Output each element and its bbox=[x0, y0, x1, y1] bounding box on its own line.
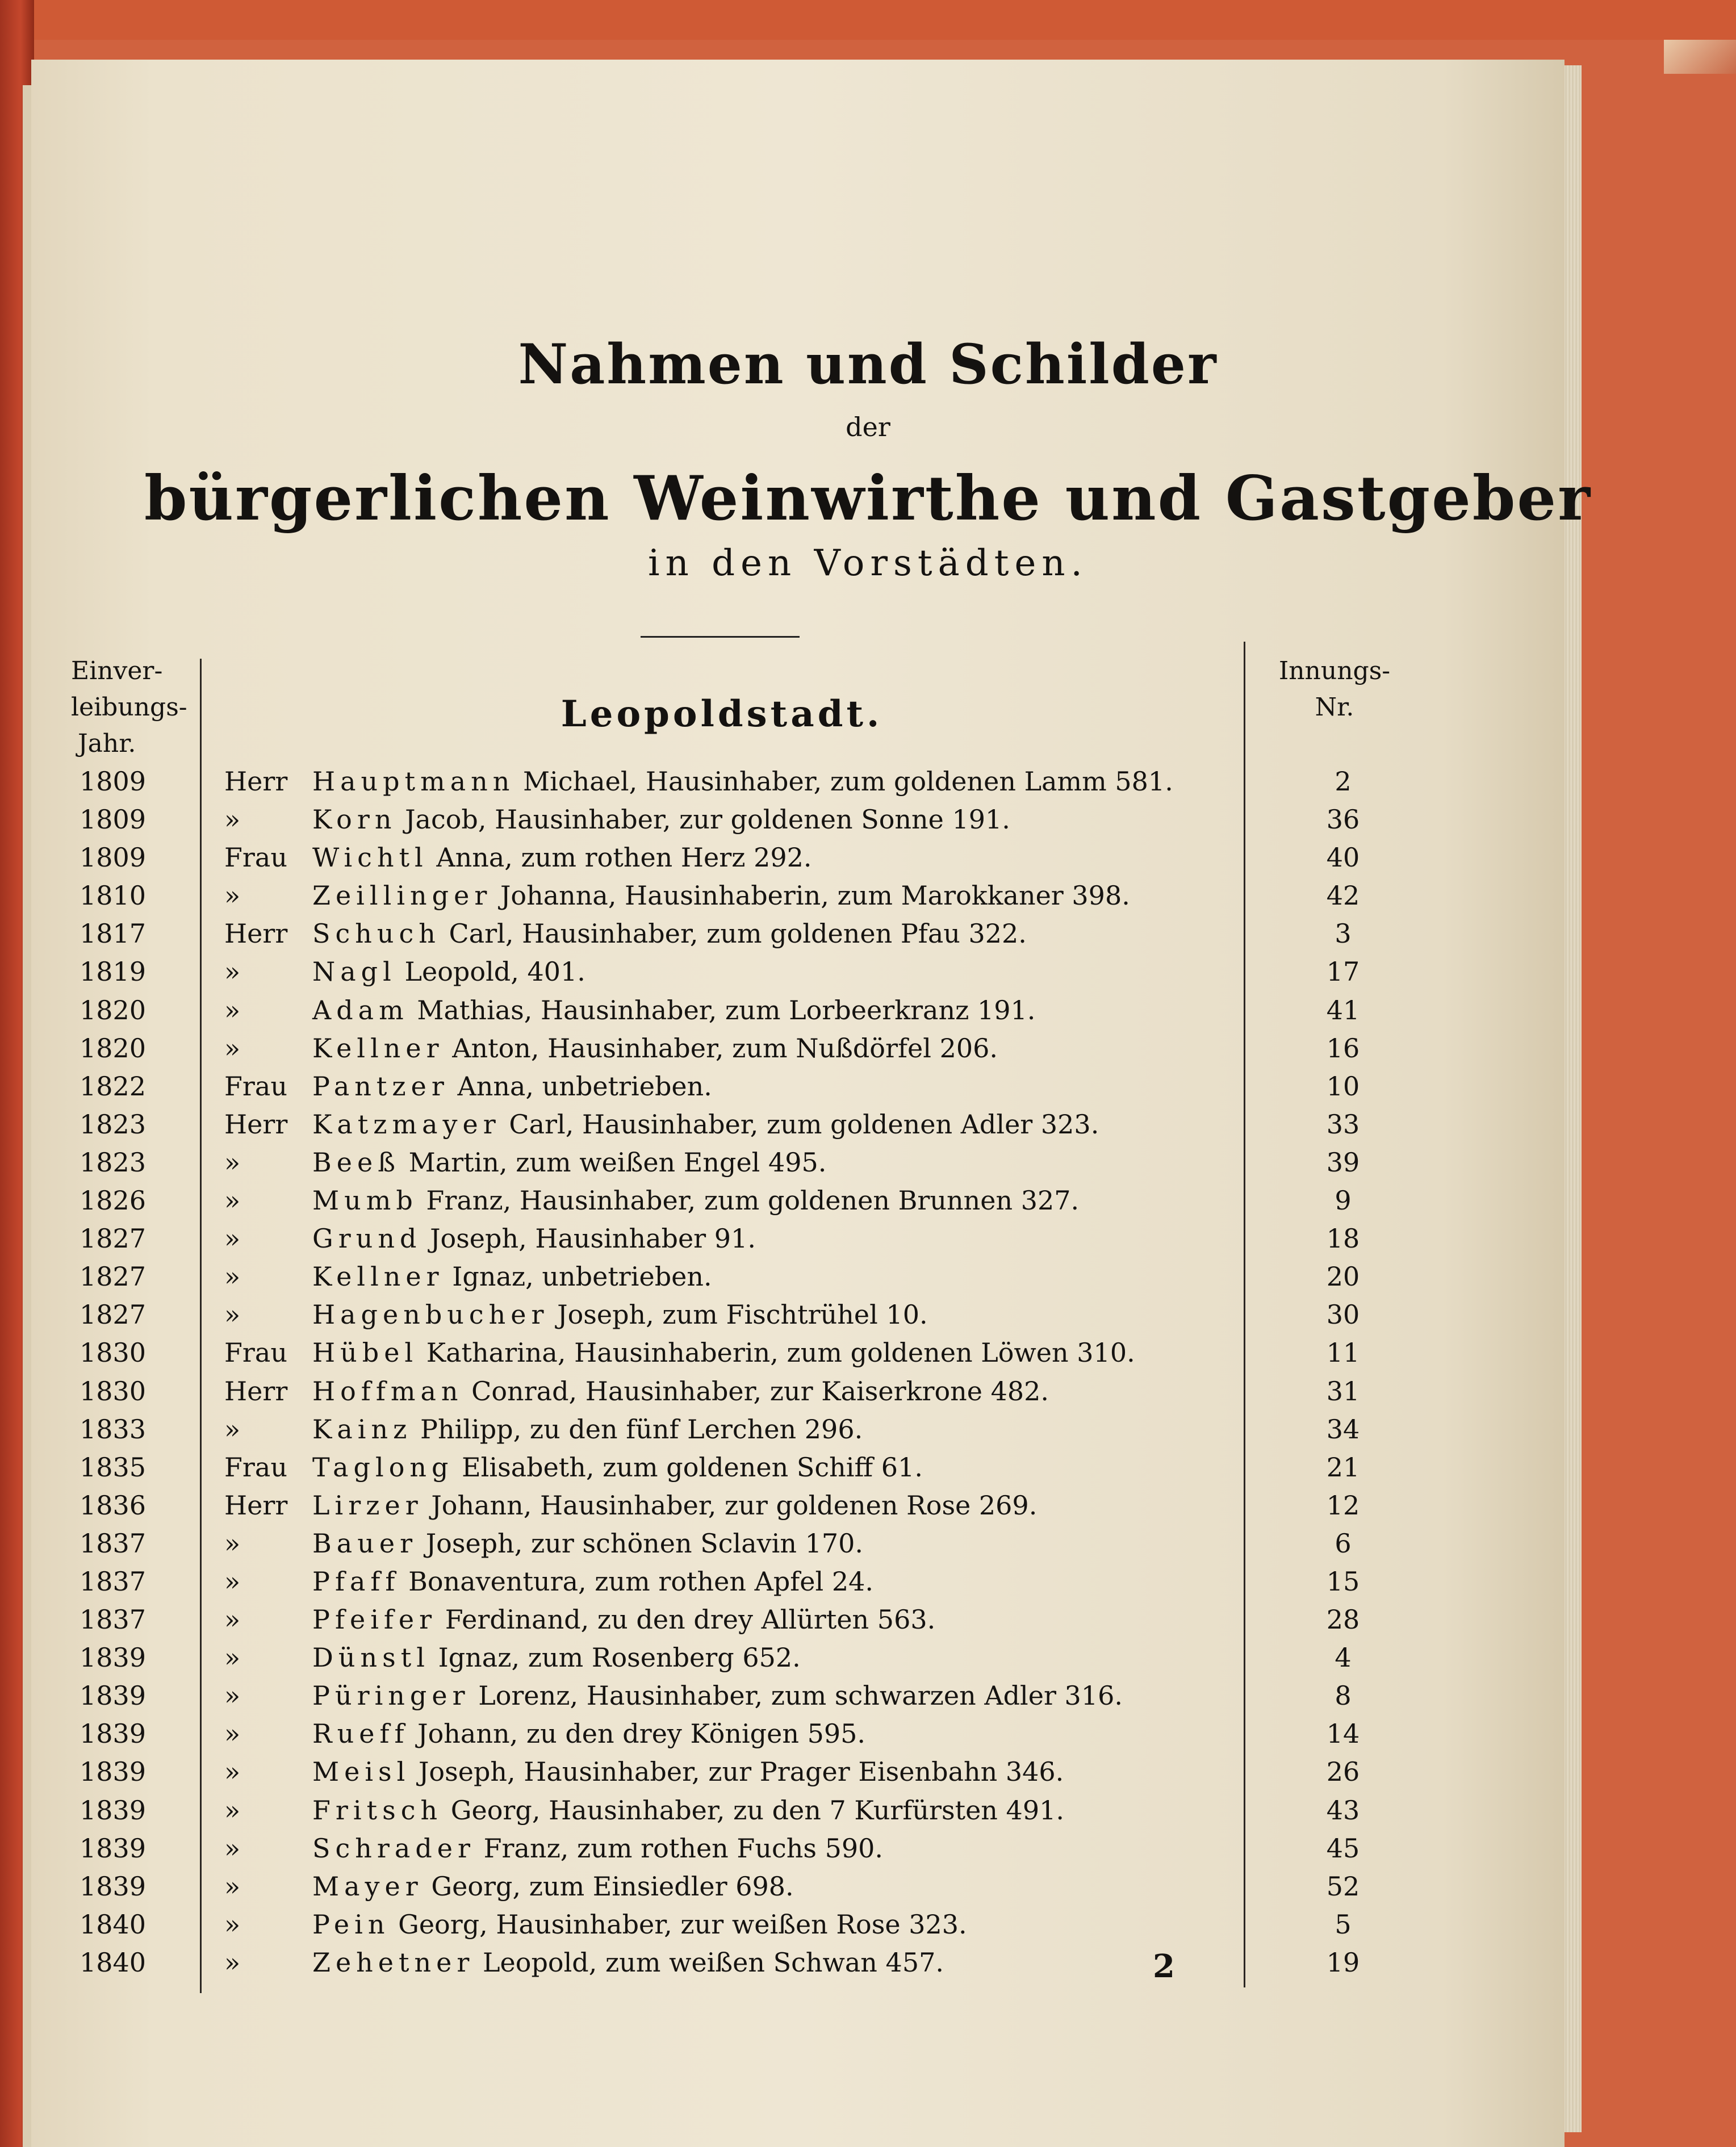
entry-guild-number: 10 bbox=[1326, 1070, 1360, 1102]
entry-text bbox=[312, 763, 1173, 801]
entry-details: Georg, Hausinhaber, zur weißen Rose 323. bbox=[398, 1909, 967, 1940]
guild-header-line: Innungs- bbox=[1278, 656, 1391, 685]
entry-title: » bbox=[224, 1870, 241, 1902]
entry-guild-number: 19 bbox=[1326, 1947, 1360, 1978]
entry-year: 1837 bbox=[80, 1527, 147, 1559]
entry-details: Conrad, Hausinhaber, zur Kaiserkrone 482. bbox=[471, 1375, 1049, 1407]
entry-surname: Wichtl bbox=[312, 842, 428, 873]
list-item bbox=[0, 1334, 1736, 1372]
entry-title: Frau bbox=[224, 1070, 287, 1102]
entry-details: Johann, zu den drey Königen 595. bbox=[417, 1718, 866, 1750]
page-number: 2 bbox=[1153, 1948, 1175, 1985]
entry-text bbox=[312, 1677, 1123, 1715]
entry-year: 1837 bbox=[80, 1604, 147, 1635]
list-item bbox=[0, 1677, 1736, 1715]
entry-year: 1830 bbox=[80, 1337, 147, 1368]
entry-text bbox=[312, 1182, 1079, 1220]
entry-year: 1817 bbox=[80, 918, 147, 949]
entry-surname: Adam bbox=[312, 994, 409, 1026]
entry-text bbox=[312, 1068, 712, 1106]
entry-details: Georg, Hausinhaber, zu den 7 Kurfürsten 491. bbox=[450, 1794, 1064, 1826]
entry-details: Jacob, Hausinhaber, zur goldenen Sonne 191. bbox=[405, 804, 1010, 835]
entry-text bbox=[312, 1296, 928, 1334]
entry-title: » bbox=[224, 1832, 241, 1864]
entry-guild-number: 9 bbox=[1335, 1185, 1352, 1216]
entry-surname: Pein bbox=[312, 1909, 390, 1940]
entry-details: Carl, Hausinhaber, zum goldenen Pfau 322. bbox=[449, 918, 1027, 949]
list-item bbox=[0, 1106, 1736, 1144]
entry-surname: Kellner bbox=[312, 1261, 444, 1292]
entry-details: Katharina, Hausinhaberin, zum goldenen Löwen 310. bbox=[426, 1337, 1135, 1368]
entry-title: » bbox=[224, 1756, 241, 1788]
entry-year: 1827 bbox=[80, 1223, 147, 1254]
entry-surname: Schuch bbox=[312, 918, 441, 949]
list-item bbox=[0, 991, 1736, 1029]
entry-text bbox=[312, 991, 1035, 1029]
entry-surname: Mayer bbox=[312, 1870, 423, 1902]
entry-title: » bbox=[224, 1909, 241, 1940]
entry-surname: Katzmayer bbox=[312, 1108, 501, 1140]
entry-details: Leopold, zum weißen Schwan 457. bbox=[482, 1947, 944, 1978]
entry-year: 1839 bbox=[80, 1756, 147, 1788]
entry-details: Carl, Hausinhaber, zum goldenen Adler 323. bbox=[509, 1108, 1099, 1140]
list-item bbox=[0, 1182, 1736, 1220]
entry-guild-number: 15 bbox=[1326, 1566, 1360, 1597]
entry-title: » bbox=[224, 1032, 241, 1064]
entry-year: 1823 bbox=[80, 1108, 147, 1140]
entry-year: 1839 bbox=[80, 1870, 147, 1902]
section-title: Leopoldstadt. bbox=[560, 693, 883, 735]
entry-title: » bbox=[224, 956, 241, 987]
entry-text bbox=[312, 1601, 935, 1639]
entry-surname: Dünstl bbox=[312, 1642, 430, 1673]
entry-text bbox=[312, 1220, 756, 1258]
entry-surname: Hoffman bbox=[312, 1375, 463, 1407]
entry-guild-number: 31 bbox=[1326, 1375, 1360, 1407]
entry-title: » bbox=[224, 1146, 241, 1178]
list-item bbox=[0, 1563, 1736, 1601]
entry-title: Herr bbox=[224, 1375, 288, 1407]
entry-surname: Bauer bbox=[312, 1527, 418, 1559]
entry-year: 1820 bbox=[80, 1032, 147, 1064]
entry-year: 1830 bbox=[80, 1375, 147, 1407]
cover-corner bbox=[1664, 40, 1736, 74]
entry-year: 1822 bbox=[80, 1070, 147, 1102]
title-line-4: in den Vorstädten. bbox=[648, 542, 1088, 584]
list-item bbox=[0, 1639, 1736, 1677]
entry-guild-number: 11 bbox=[1326, 1337, 1360, 1368]
entry-title: » bbox=[224, 880, 241, 911]
list-item bbox=[0, 1944, 1736, 1982]
entry-surname: Rueff bbox=[312, 1718, 409, 1750]
list-item bbox=[0, 801, 1736, 839]
entry-text bbox=[312, 1792, 1064, 1830]
entry-text bbox=[312, 1830, 883, 1868]
entry-title: Herr bbox=[224, 1108, 288, 1140]
entry-year: 1820 bbox=[80, 994, 147, 1026]
entry-guild-number: 6 bbox=[1335, 1527, 1352, 1559]
list-item bbox=[0, 1487, 1736, 1525]
entry-guild-number: 43 bbox=[1326, 1794, 1360, 1826]
entry-text bbox=[312, 1258, 712, 1296]
entry-surname: Schrader bbox=[312, 1832, 475, 1864]
entry-guild-number: 34 bbox=[1326, 1413, 1360, 1445]
list-item bbox=[0, 1601, 1736, 1639]
entry-details: Leopold, 401. bbox=[404, 956, 585, 987]
entry-text bbox=[312, 801, 1010, 839]
list-item bbox=[0, 1449, 1736, 1487]
entry-year: 1833 bbox=[80, 1413, 147, 1445]
list-item bbox=[0, 763, 1736, 801]
entry-year: 1839 bbox=[80, 1794, 147, 1826]
guild-number-column-header bbox=[1266, 653, 1403, 726]
entry-title: » bbox=[224, 1413, 241, 1445]
entry-details: Martin, zum weißen Engel 495. bbox=[408, 1146, 827, 1178]
entry-guild-number: 14 bbox=[1326, 1718, 1360, 1750]
entry-title: » bbox=[224, 1261, 241, 1292]
entry-details: Ferdinand, zu den drey Allürten 563. bbox=[445, 1604, 936, 1635]
entry-year: 1819 bbox=[80, 956, 147, 987]
entry-surname: Hagenbucher bbox=[312, 1299, 549, 1330]
title-line-3: bürgerlichen Weinwirthe und Gastgeber bbox=[144, 463, 1592, 534]
entry-guild-number: 3 bbox=[1335, 918, 1352, 949]
entry-surname: Hauptmann bbox=[312, 766, 515, 797]
entry-surname: Korn bbox=[312, 804, 397, 835]
entry-guild-number: 4 bbox=[1335, 1642, 1352, 1673]
entry-year: 1840 bbox=[80, 1947, 147, 1978]
entry-text bbox=[312, 953, 585, 991]
entry-surname: Fritsch bbox=[312, 1794, 443, 1826]
list-item bbox=[0, 1220, 1736, 1258]
list-item bbox=[0, 953, 1736, 991]
entry-year: 1827 bbox=[80, 1299, 147, 1330]
entry-details: Elisabeth, zum goldenen Schiff 61. bbox=[462, 1451, 923, 1483]
entry-title: Frau bbox=[224, 1451, 287, 1483]
entry-year: 1839 bbox=[80, 1642, 147, 1673]
entry-title: » bbox=[224, 1642, 241, 1673]
entry-guild-number: 2 bbox=[1335, 766, 1352, 797]
entry-guild-number: 12 bbox=[1326, 1489, 1360, 1521]
entry-title: Frau bbox=[224, 842, 287, 873]
entry-year: 1827 bbox=[80, 1261, 147, 1292]
entry-surname: Kainz bbox=[312, 1413, 412, 1445]
entry-year: 1835 bbox=[80, 1451, 147, 1483]
entry-text bbox=[312, 1639, 801, 1677]
entry-guild-number: 18 bbox=[1326, 1223, 1360, 1254]
entry-details: Ignaz, unbetrieben. bbox=[452, 1261, 712, 1292]
year-header-line: Jahr. bbox=[78, 729, 136, 758]
entry-title: Herr bbox=[224, 766, 288, 797]
entry-details: Anna, zum rothen Herz 292. bbox=[436, 842, 812, 873]
list-item bbox=[0, 1753, 1736, 1791]
entry-surname: Lirzer bbox=[312, 1489, 423, 1521]
title-rule bbox=[641, 636, 800, 638]
entry-surname: Pfaff bbox=[312, 1566, 400, 1597]
entry-text bbox=[312, 1449, 923, 1487]
entry-guild-number: 16 bbox=[1326, 1032, 1360, 1064]
register-list bbox=[0, 763, 1736, 1982]
entry-surname: Pantzer bbox=[312, 1070, 449, 1102]
list-item bbox=[0, 1830, 1736, 1868]
list-item bbox=[0, 1792, 1736, 1830]
entry-details: Anna, unbetrieben. bbox=[457, 1070, 712, 1102]
entry-title: » bbox=[224, 1794, 241, 1826]
entry-guild-number: 45 bbox=[1326, 1832, 1360, 1864]
entry-details: Johanna, Hausinhaberin, zum Marokkaner 398. bbox=[500, 880, 1130, 911]
list-item bbox=[0, 1525, 1736, 1563]
entry-text bbox=[312, 1144, 826, 1182]
guild-header-line: Nr. bbox=[1315, 693, 1354, 722]
entry-title: » bbox=[224, 1566, 241, 1597]
list-item bbox=[0, 1068, 1736, 1106]
entry-title: » bbox=[224, 1185, 241, 1216]
entry-text bbox=[312, 1753, 1064, 1791]
entry-guild-number: 30 bbox=[1326, 1299, 1360, 1330]
entry-text bbox=[312, 1029, 998, 1068]
entry-title: » bbox=[224, 1299, 241, 1330]
entry-text bbox=[312, 877, 1130, 915]
entry-year: 1809 bbox=[80, 804, 147, 835]
entry-surname: Zehetner bbox=[312, 1947, 475, 1978]
entry-surname: Taglong bbox=[312, 1451, 454, 1483]
entry-text bbox=[312, 1525, 863, 1563]
entry-text bbox=[312, 1563, 873, 1601]
entry-title: » bbox=[224, 1947, 241, 1978]
entry-details: Lorenz, Hausinhaber, zum schwarzen Adler 316. bbox=[478, 1680, 1123, 1711]
entry-surname: Meisl bbox=[312, 1756, 411, 1788]
entry-details: Johann, Hausinhaber, zur goldenen Rose 269. bbox=[431, 1489, 1038, 1521]
entry-text bbox=[312, 1411, 863, 1449]
entry-text bbox=[312, 839, 812, 877]
entry-guild-number: 36 bbox=[1326, 804, 1360, 835]
entry-text bbox=[312, 1106, 1099, 1144]
entry-surname: Püringer bbox=[312, 1680, 470, 1711]
entry-details: Ignaz, zum Rosenberg 652. bbox=[438, 1642, 801, 1673]
list-item bbox=[0, 1715, 1736, 1753]
list-item bbox=[0, 1868, 1736, 1906]
entry-guild-number: 42 bbox=[1326, 880, 1360, 911]
entry-details: Mathias, Hausinhaber, zum Lorbeerkranz 191. bbox=[417, 994, 1036, 1026]
entry-details: Joseph, zum Fischtrühel 10. bbox=[557, 1299, 928, 1330]
entry-title: » bbox=[224, 1680, 241, 1711]
year-header-line: leibungs- bbox=[71, 693, 187, 722]
entry-guild-number: 39 bbox=[1326, 1146, 1360, 1178]
list-item bbox=[0, 915, 1736, 953]
list-item bbox=[0, 1372, 1736, 1411]
entry-year: 1839 bbox=[80, 1718, 147, 1750]
list-item bbox=[0, 1411, 1736, 1449]
list-item bbox=[0, 1144, 1736, 1182]
title-line-1: Nahmen und Schilder bbox=[518, 332, 1218, 396]
list-item bbox=[0, 877, 1736, 915]
title-line-2: der bbox=[846, 412, 890, 442]
entry-surname: Zeillinger bbox=[312, 880, 492, 911]
entry-guild-number: 28 bbox=[1326, 1604, 1360, 1635]
entry-guild-number: 17 bbox=[1326, 956, 1360, 987]
entry-year: 1810 bbox=[80, 880, 147, 911]
entry-details: Georg, zum Einsiedler 698. bbox=[431, 1870, 794, 1902]
entry-guild-number: 26 bbox=[1326, 1756, 1360, 1788]
entry-year: 1839 bbox=[80, 1832, 147, 1864]
entry-details: Franz, Hausinhaber, zum goldenen Brunnen 327. bbox=[426, 1185, 1080, 1216]
entry-details: Bonaventura, zum rothen Apfel 24. bbox=[408, 1566, 874, 1597]
entry-details: Joseph, zur schönen Sclavin 170. bbox=[425, 1527, 864, 1559]
entry-year: 1839 bbox=[80, 1680, 147, 1711]
entry-title: Frau bbox=[224, 1337, 287, 1368]
list-item bbox=[0, 1258, 1736, 1296]
list-item bbox=[0, 1029, 1736, 1068]
entry-text bbox=[312, 1334, 1135, 1372]
entry-year: 1837 bbox=[80, 1566, 147, 1597]
entry-title: » bbox=[224, 1604, 241, 1635]
entry-text bbox=[312, 915, 1027, 953]
list-item bbox=[0, 1906, 1736, 1944]
entry-title: » bbox=[224, 1718, 241, 1750]
entry-year: 1836 bbox=[80, 1489, 147, 1521]
entry-year: 1840 bbox=[80, 1909, 147, 1940]
entry-details: Franz, zum rothen Fuchs 590. bbox=[483, 1832, 883, 1864]
entry-text bbox=[312, 1868, 794, 1906]
list-item bbox=[0, 839, 1736, 877]
entry-surname: Hübel bbox=[312, 1337, 419, 1368]
list-item bbox=[0, 1296, 1736, 1334]
entry-guild-number: 33 bbox=[1326, 1108, 1360, 1140]
entry-details: Philipp, zu den fünf Lerchen 296. bbox=[420, 1413, 863, 1445]
entry-year: 1826 bbox=[80, 1185, 147, 1216]
entry-surname: Kellner bbox=[312, 1032, 444, 1064]
entry-text bbox=[312, 1944, 944, 1982]
entry-guild-number: 40 bbox=[1326, 842, 1360, 873]
entry-surname: Nagl bbox=[312, 956, 396, 987]
entry-surname: Beeß bbox=[312, 1146, 400, 1178]
entry-guild-number: 21 bbox=[1326, 1451, 1360, 1483]
entry-surname: Pfeifer bbox=[312, 1604, 437, 1635]
entry-guild-number: 20 bbox=[1326, 1261, 1360, 1292]
entry-text bbox=[312, 1715, 865, 1753]
entry-title: » bbox=[224, 804, 241, 835]
entry-title: Herr bbox=[224, 1489, 288, 1521]
entry-details: Michael, Hausinhaber, zum goldenen Lamm 581. bbox=[523, 766, 1173, 797]
entry-guild-number: 52 bbox=[1326, 1870, 1360, 1902]
entry-guild-number: 41 bbox=[1326, 994, 1360, 1026]
entry-title: » bbox=[224, 1223, 241, 1254]
entry-title: Herr bbox=[224, 918, 288, 949]
year-header-line: Einver- bbox=[71, 656, 163, 685]
entry-year: 1809 bbox=[80, 842, 147, 873]
entry-details: Joseph, Hausinhaber, zur Prager Eisenbahn 346. bbox=[418, 1756, 1064, 1788]
entry-guild-number: 5 bbox=[1335, 1909, 1352, 1940]
entry-details: Anton, Hausinhaber, zum Nußdörfel 206. bbox=[452, 1032, 998, 1064]
entry-text bbox=[312, 1487, 1037, 1525]
entry-title: » bbox=[224, 994, 241, 1026]
entry-details: Joseph, Hausinhaber 91. bbox=[430, 1223, 756, 1254]
entry-text bbox=[312, 1372, 1049, 1411]
entry-year: 1823 bbox=[80, 1146, 147, 1178]
entry-surname: Grund bbox=[312, 1223, 422, 1254]
year-column-header bbox=[71, 653, 202, 762]
entry-guild-number: 8 bbox=[1335, 1680, 1352, 1711]
entry-year: 1809 bbox=[80, 766, 147, 797]
entry-title: » bbox=[224, 1527, 241, 1559]
entry-text bbox=[312, 1906, 967, 1944]
entry-surname: Mumb bbox=[312, 1185, 418, 1216]
